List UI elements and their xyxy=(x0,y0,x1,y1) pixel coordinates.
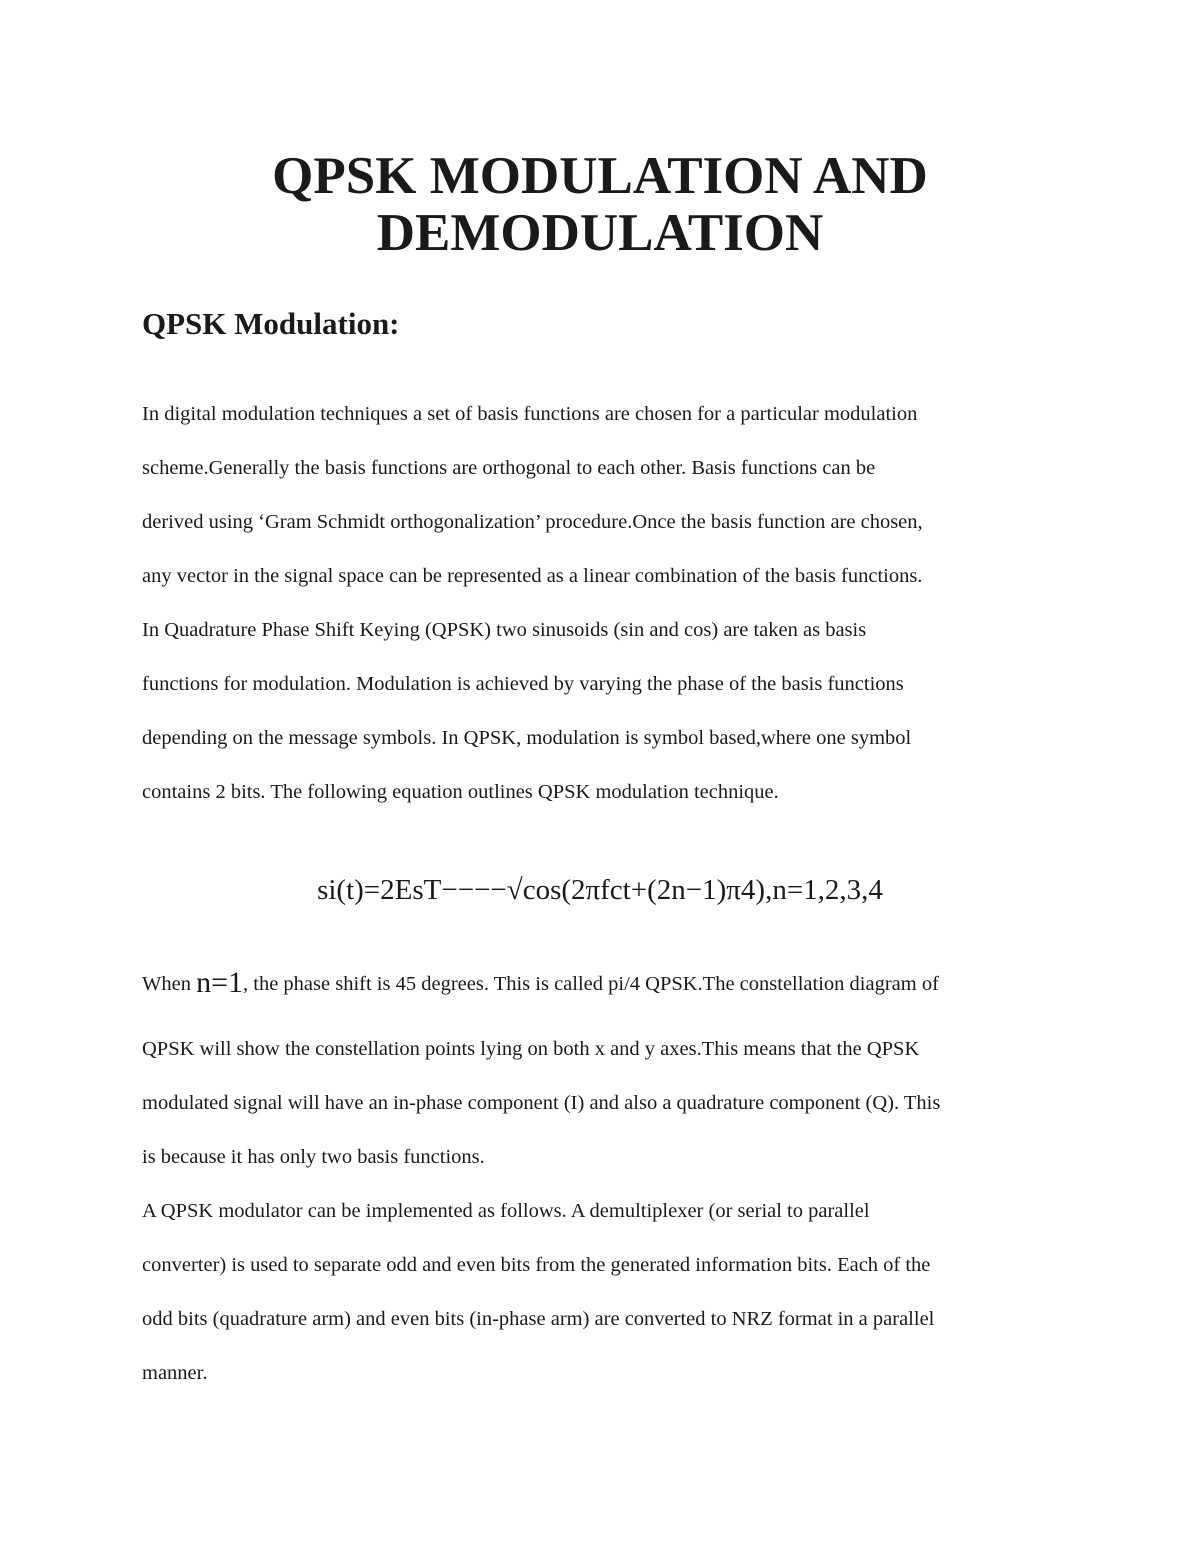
paragraph-2-line-7: odd bits (quadrature arm) and even bits (in-phase arm) are converted to NRZ format in a parallel xyxy=(142,1308,935,1330)
paragraph-2-line-8: manner. xyxy=(142,1362,208,1384)
paragraph-2-lead: When xyxy=(142,973,197,995)
paragraph-2-line-1 xyxy=(142,968,939,999)
section-heading: QPSK Modulation: xyxy=(142,306,400,341)
paragraph-1-line-7: depending on the message symbols. In QPSK, modulation is symbol based,where one symbol xyxy=(142,727,912,749)
paragraph-2-line-6: converter) is used to separate odd and even bits from the generated information bits. Each of the xyxy=(142,1254,931,1276)
paragraph-1-line-3: derived using ‘Gram Schmidt orthogonalization’ procedure.Once the basis function are chosen, xyxy=(142,511,923,533)
paragraph-2-line-3: modulated signal will have an in-phase component (I) and also a quadrature component (Q). This xyxy=(142,1092,941,1114)
paragraph-2-rest: , the phase shift is 45 degrees. This is called pi/4 QPSK.The constellation diagram of xyxy=(243,973,939,995)
paragraph-1-line-2: scheme.Generally the basis functions are orthogonal to each other. Basis functions can be xyxy=(142,457,876,479)
paragraph-1-line-4: any vector in the signal space can be represented as a linear combination of the basis functions. xyxy=(142,565,923,587)
qpsk-equation: si(t)=2EsT−−−−√cos(2πfct+(2n−1)π4),n=1,2,3,4 xyxy=(317,874,883,906)
paragraph-1-line-6: functions for modulation. Modulation is achieved by varying the phase of the basis functions xyxy=(142,673,904,695)
paragraph-1-line-5: In Quadrature Phase Shift Keying (QPSK) two sinusoids (sin and cos) are taken as basis xyxy=(142,619,867,641)
paragraph-1-line-8: contains 2 bits. The following equation outlines QPSK modulation technique. xyxy=(142,781,779,803)
paragraph-2-line-2: QPSK will show the constellation points lying on both x and y axes.This means that the QPSK xyxy=(142,1038,920,1060)
document-title-line-1: QPSK MODULATION AND xyxy=(272,147,928,205)
paragraph-1-line-1: In digital modulation techniques a set of basis functions are chosen for a particular modulation xyxy=(142,403,918,425)
document-title-line-2: DEMODULATION xyxy=(376,204,824,262)
paragraph-2-line-5: A QPSK modulator can be implemented as follows. A demultiplexer (or serial to parallel xyxy=(142,1200,870,1222)
paragraph-2-line-4: is because it has only two basis functions. xyxy=(142,1146,485,1168)
inline-math-n: n=1 xyxy=(196,966,243,999)
